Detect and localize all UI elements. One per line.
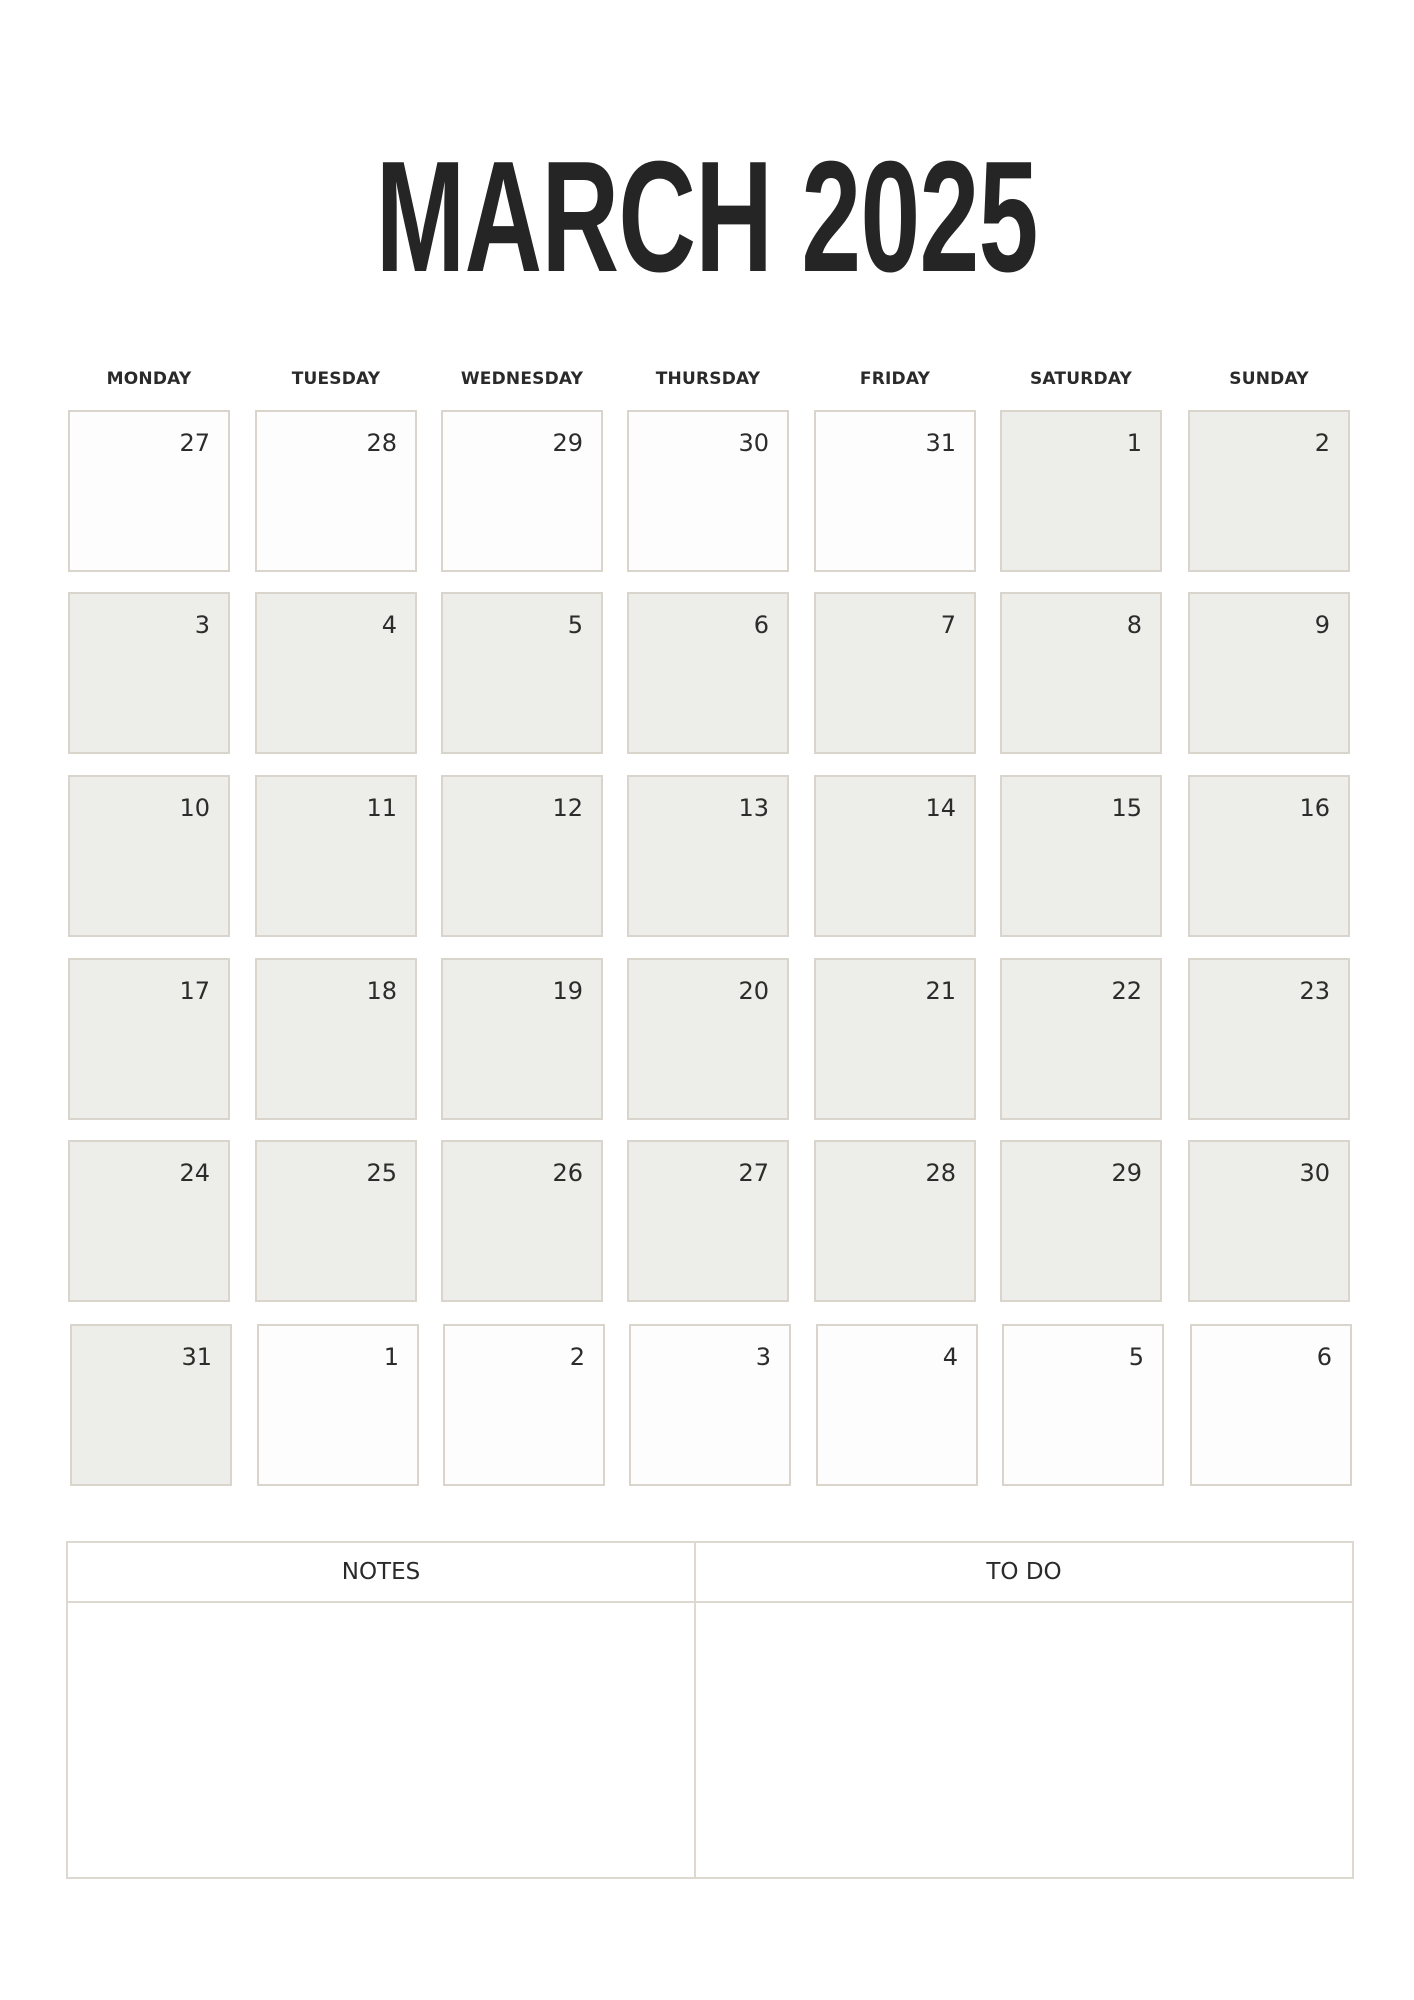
- day-number: 3: [194, 611, 210, 639]
- day-number: 29: [1111, 1159, 1142, 1187]
- weekday-wednesday: WEDNESDAY: [460, 369, 584, 389]
- day-cell[interactable]: [1000, 410, 1162, 572]
- weekday-friday: FRIDAY: [859, 369, 931, 389]
- day-number: 4: [381, 611, 397, 639]
- day-cell[interactable]: [627, 592, 789, 754]
- day-cell[interactable]: [814, 958, 976, 1120]
- day-cell[interactable]: [441, 1140, 603, 1302]
- day-number: 5: [567, 611, 583, 639]
- day-number: 24: [179, 1159, 210, 1187]
- day-cell[interactable]: [814, 410, 976, 572]
- day-number: 22: [1111, 977, 1142, 1005]
- day-cell[interactable]: [627, 410, 789, 572]
- day-cell[interactable]: [68, 410, 230, 572]
- day-number: 6: [753, 611, 769, 639]
- day-cell[interactable]: [443, 1324, 605, 1486]
- day-number: 23: [1299, 977, 1330, 1005]
- day-cell[interactable]: [70, 1324, 232, 1486]
- day-cell[interactable]: [1190, 1324, 1352, 1486]
- day-cell[interactable]: [1188, 410, 1350, 572]
- day-number: 26: [552, 1159, 583, 1187]
- day-cell[interactable]: [68, 592, 230, 754]
- day-cell[interactable]: [441, 410, 603, 572]
- todo-heading: TO DO: [986, 1559, 1062, 1585]
- day-number: 5: [1128, 1343, 1144, 1371]
- day-number: 13: [738, 794, 769, 822]
- day-cell[interactable]: [1002, 1324, 1164, 1486]
- notes-area[interactable]: [68, 1603, 694, 1877]
- day-number: 10: [179, 794, 210, 822]
- weekday-monday: MONDAY: [106, 369, 192, 389]
- day-number: 30: [1299, 1159, 1330, 1187]
- day-number: 6: [1316, 1343, 1332, 1371]
- day-cell[interactable]: [627, 1140, 789, 1302]
- day-number: 14: [925, 794, 956, 822]
- day-number: 18: [366, 977, 397, 1005]
- day-number: 31: [181, 1343, 212, 1371]
- day-number: 16: [1299, 794, 1330, 822]
- day-cell[interactable]: [1188, 958, 1350, 1120]
- day-number: 28: [925, 1159, 956, 1187]
- todo-area[interactable]: [696, 1603, 1352, 1877]
- notes-heading: NOTES: [341, 1559, 421, 1585]
- day-cell[interactable]: [441, 775, 603, 937]
- day-cell[interactable]: [814, 1140, 976, 1302]
- day-cell[interactable]: [441, 592, 603, 754]
- day-cell[interactable]: [257, 1324, 419, 1486]
- day-cell[interactable]: [255, 592, 417, 754]
- day-cell[interactable]: [255, 775, 417, 937]
- day-cell[interactable]: [68, 1140, 230, 1302]
- day-cell[interactable]: [68, 775, 230, 937]
- day-cell[interactable]: [255, 958, 417, 1120]
- day-number: 2: [569, 1343, 585, 1371]
- day-cell[interactable]: [1000, 592, 1162, 754]
- day-number: 21: [925, 977, 956, 1005]
- day-cell[interactable]: [441, 958, 603, 1120]
- day-cell[interactable]: [814, 592, 976, 754]
- day-number: 1: [383, 1343, 399, 1371]
- day-number: 25: [366, 1159, 397, 1187]
- day-number: 11: [366, 794, 397, 822]
- day-cell[interactable]: [1000, 958, 1162, 1120]
- day-cell[interactable]: [627, 775, 789, 937]
- day-cell[interactable]: [627, 958, 789, 1120]
- day-number: 15: [1111, 794, 1142, 822]
- calendar-title: [0, 129, 1414, 305]
- weekday-thursday: THURSDAY: [655, 369, 761, 389]
- calendar-title-text: MARCH 2025: [376, 129, 1038, 305]
- notes-todo-panel: [66, 1541, 1354, 1879]
- day-number: 19: [552, 977, 583, 1005]
- day-number: 27: [738, 1159, 769, 1187]
- day-number: 3: [755, 1343, 771, 1371]
- day-number: 7: [940, 611, 956, 639]
- day-cell[interactable]: [1188, 592, 1350, 754]
- day-cell[interactable]: [255, 1140, 417, 1302]
- day-number: 17: [179, 977, 210, 1005]
- weekday-sunday: SUNDAY: [1229, 369, 1309, 389]
- day-cell[interactable]: [1000, 775, 1162, 937]
- day-cell[interactable]: [255, 410, 417, 572]
- day-number: 28: [366, 429, 397, 457]
- day-number: 30: [738, 429, 769, 457]
- day-number: 1: [1126, 429, 1142, 457]
- day-cell[interactable]: [68, 958, 230, 1120]
- day-number: 2: [1314, 429, 1330, 457]
- day-number: 20: [738, 977, 769, 1005]
- day-number: 29: [552, 429, 583, 457]
- day-cell[interactable]: [1188, 775, 1350, 937]
- day-number: 8: [1126, 611, 1142, 639]
- day-number: 4: [942, 1343, 958, 1371]
- weekday-tuesday: TUESDAY: [291, 369, 381, 389]
- day-cell[interactable]: [816, 1324, 978, 1486]
- day-number: 31: [925, 429, 956, 457]
- day-number: 9: [1314, 611, 1330, 639]
- day-cell[interactable]: [814, 775, 976, 937]
- day-cell[interactable]: [1000, 1140, 1162, 1302]
- day-cell[interactable]: [629, 1324, 791, 1486]
- weekday-saturday: SATURDAY: [1029, 369, 1133, 389]
- day-cell[interactable]: [1188, 1140, 1350, 1302]
- day-number: 27: [179, 429, 210, 457]
- day-number: 12: [552, 794, 583, 822]
